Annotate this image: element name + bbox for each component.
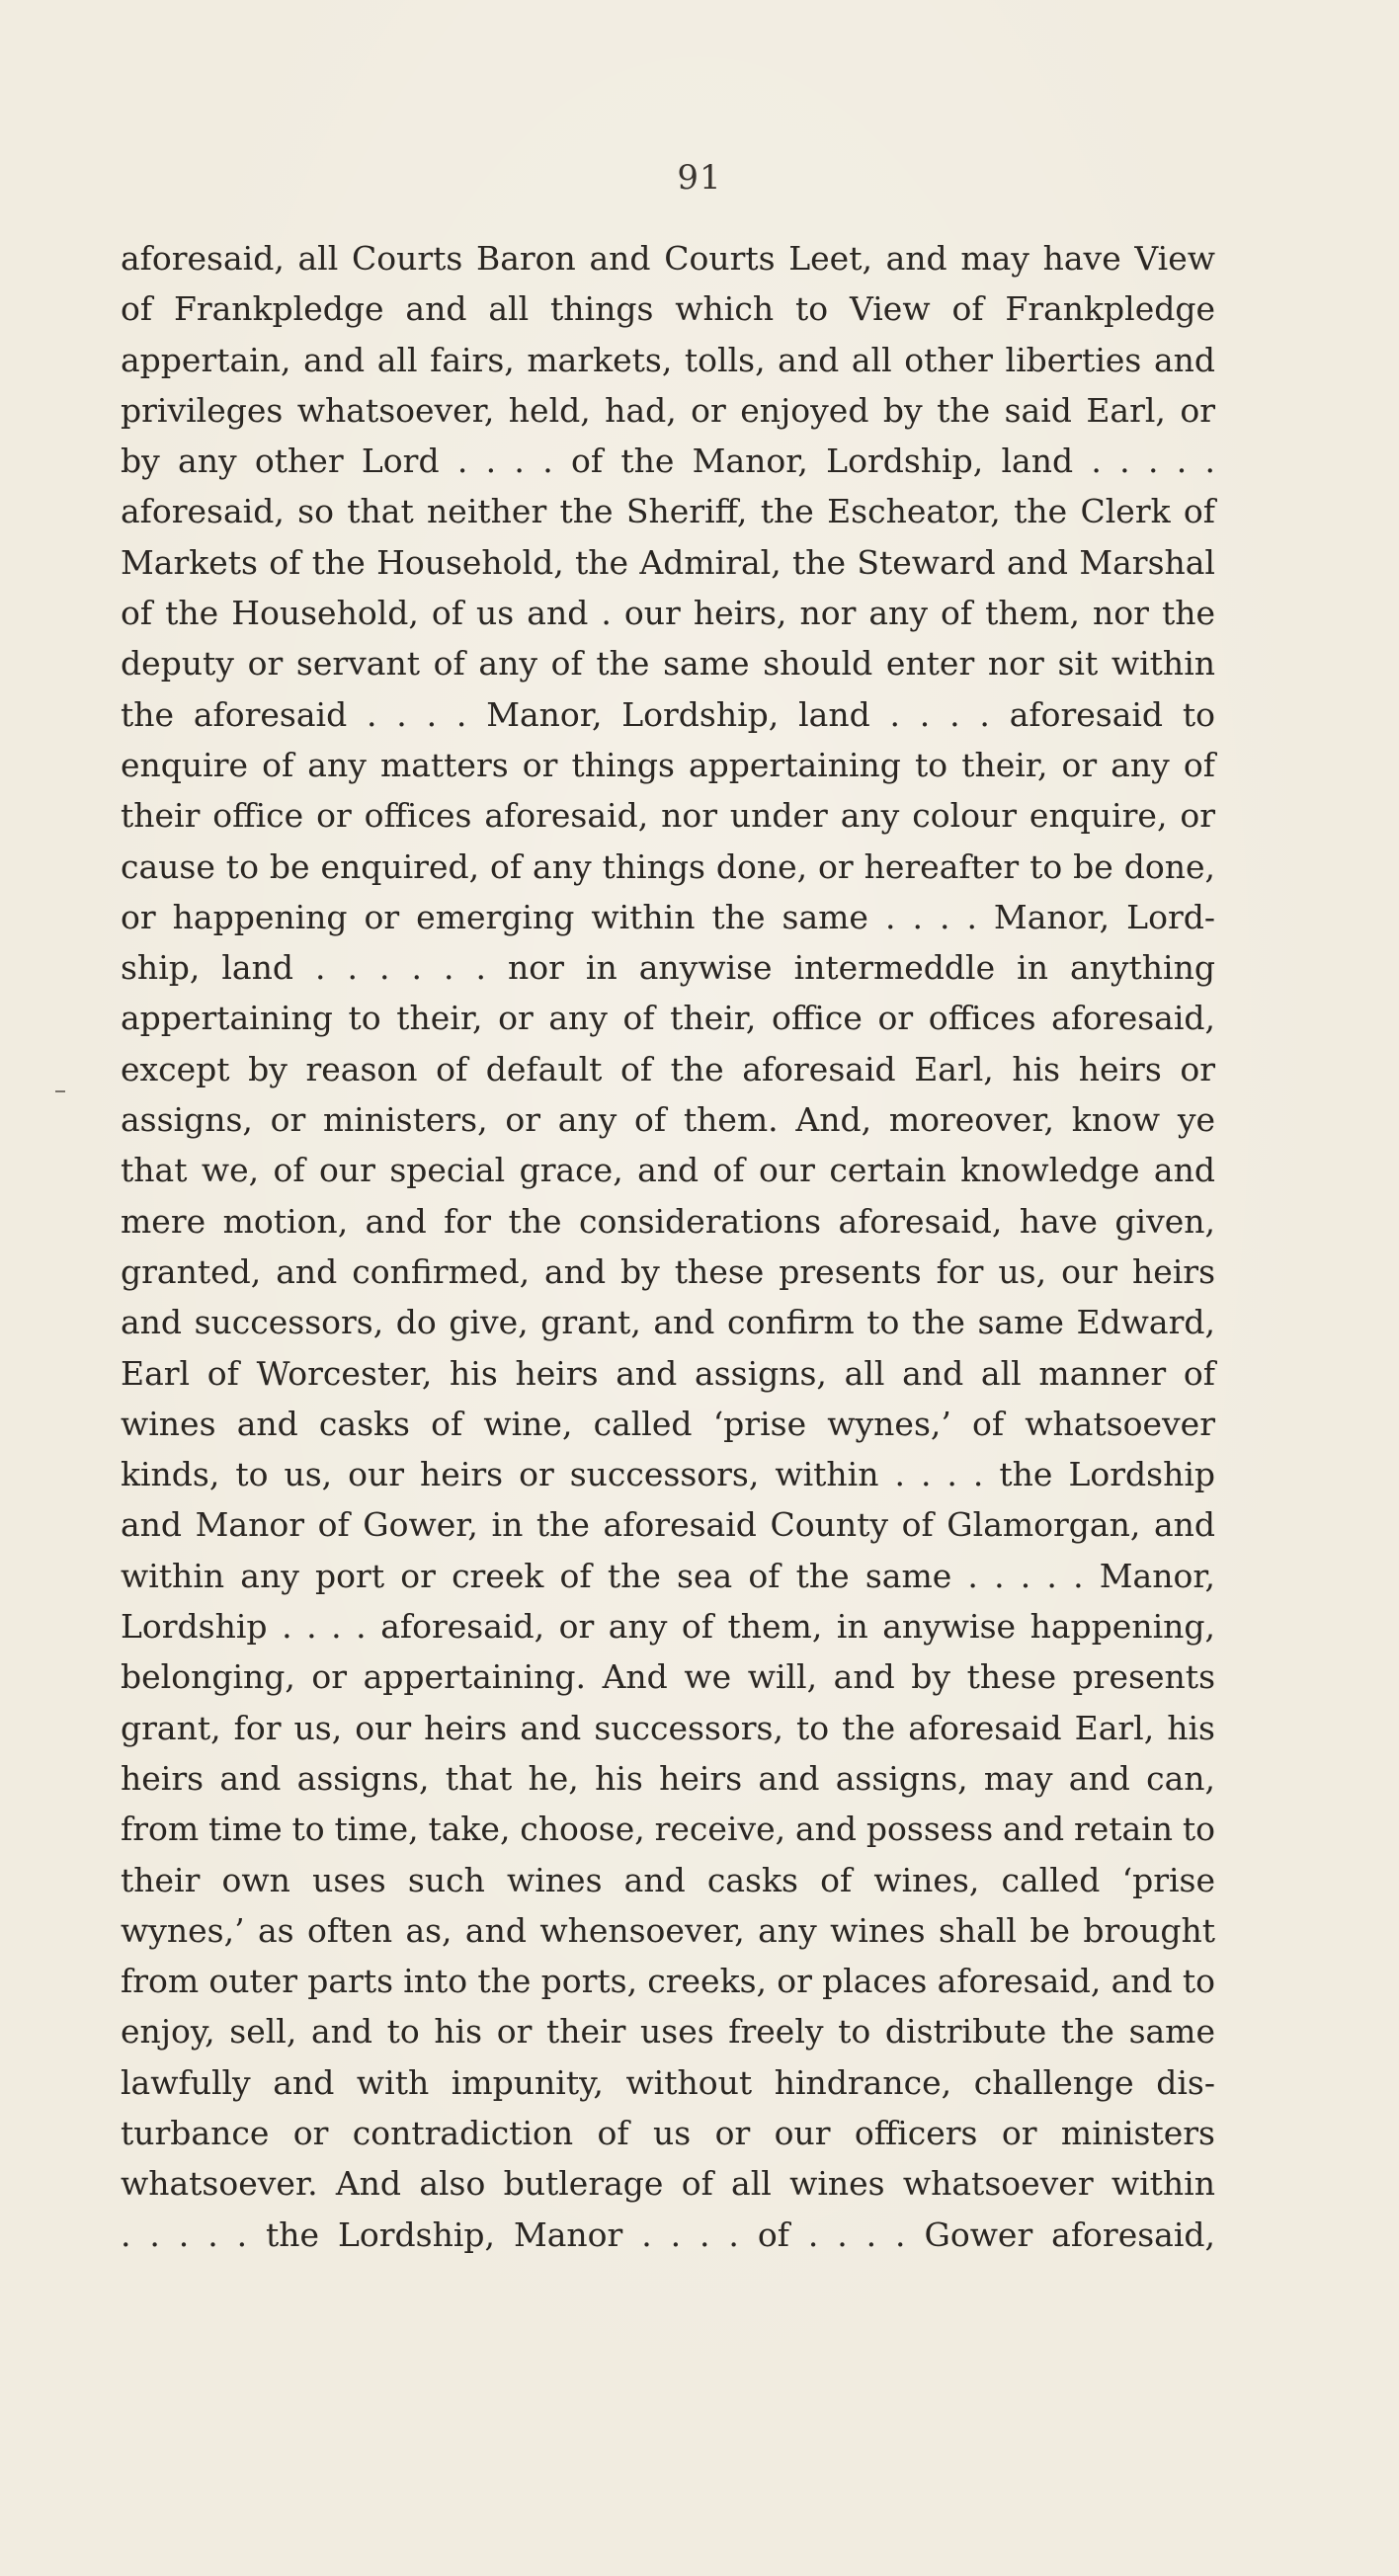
margin-mark [55,1090,65,1092]
text-line: aforesaid, all Courts Baron and Courts Leet, and may have View [121,239,1215,278]
text-line: kinds, to us, our heirs or successors, within . . . . the Lordship [121,1455,1215,1494]
text-line: and successors, do give, grant, and confirm to the same Edward, [121,1303,1215,1342]
text-line: their own uses such wines and casks of wines, called ‘prise [121,1860,1215,1899]
text-line: the aforesaid . . . . Manor, Lordship, land . . . . aforesaid to [121,694,1215,734]
text-line: whatsoever. And also butlerage of all wines whatsoever within [121,2164,1215,2204]
text-line: Earl of Worcester, his heirs and assigns, all and all manner of [121,1353,1215,1393]
text-line: wynes,’ as often as, and whensoever, any wines shall be brought [121,1910,1215,1950]
text-line: wines and casks of wine, called ‘prise wynes,’ of whatsoever [121,1404,1215,1443]
text-line: cause to be enquired, of any things done, or hereafter to be done, [121,846,1215,886]
text-line: from time to time, take, choose, receive, and possess and retain to [121,1810,1215,1849]
text-line: of Frankpledge and all things which to View of Frankpledge [121,289,1215,329]
text-line: their office or offices aforesaid, nor under any colour enquire, or [121,796,1215,836]
text-line: and Manor of Gower, in the aforesaid County of Glamorgan, and [121,1505,1215,1545]
text-line: from outer parts into the ports, creeks, or places aforesaid, and to [121,1962,1215,2001]
text-line: turbance or contradiction of us or our officers or ministers [121,2113,1215,2152]
text-line: aforesaid, so that neither the Sheriff, the Escheator, the Clerk of [121,492,1215,531]
text-line: except by reason of default of the aforesaid Earl, his heirs or [121,1049,1215,1088]
text-line: granted, and confirmed, and by these presents for us, our heirs [121,1251,1215,1291]
text-line: that we, of our special grace, and of our certain knowledge and [121,1151,1215,1190]
text-line: . . . . . the Lordship, Manor . . . . of . . . . Gower aforesaid, [121,2214,1215,2254]
text-line: appertaining to their, or any of their, office or offices aforesaid, [121,999,1215,1038]
text-line: enquire of any matters or things appertaining to their, or any of [121,745,1215,784]
text-line: deputy or servant of any of the same should enter nor sit within [121,644,1215,684]
text-line: Lordship . . . . aforesaid, or any of them, in anywise happening, [121,1607,1215,1647]
text-line: belonging, or appertaining. And we will, and by these presents [121,1657,1215,1697]
text-line: heirs and assigns, that he, his heirs and assigns, may and can, [121,1758,1215,1798]
text-line: lawfully and with impunity, without hindrance, challenge dis- [121,2062,1215,2102]
text-line: grant, for us, our heirs and successors, to the aforesaid Earl, his [121,1708,1215,1747]
text-line: enjoy, sell, and to his or their uses freely to distribute the same [121,2012,1215,2052]
text-line: or happening or emerging within the same . . . . Manor, Lord- [121,897,1215,936]
text-line: Markets of the Household, the Admiral, the Steward and Marshal [121,542,1215,582]
text-line: by any other Lord . . . . of the Manor, Lordship, land . . . . . [121,442,1215,481]
text-line: appertain, and all fairs, markets, tolls, and all other liberties and [121,340,1215,379]
body-text [121,233,1215,2260]
text-line: assigns, or ministers, or any of them. And, moreover, know ye [121,1100,1215,1140]
page-number: 91 [677,158,722,198]
text-line: of the Household, of us and . our heirs, nor any of them, nor the [121,594,1215,633]
text-line: privileges whatsoever, held, had, or enjoyed by the said Earl, or [121,390,1215,430]
text-line: mere motion, and for the considerations aforesaid, have given, [121,1201,1215,1241]
text-line: within any port or creek of the sea of the same . . . . . Manor, [121,1556,1215,1595]
text-line: ship, land . . . . . . nor in anywise intermeddle in anything [121,948,1215,988]
